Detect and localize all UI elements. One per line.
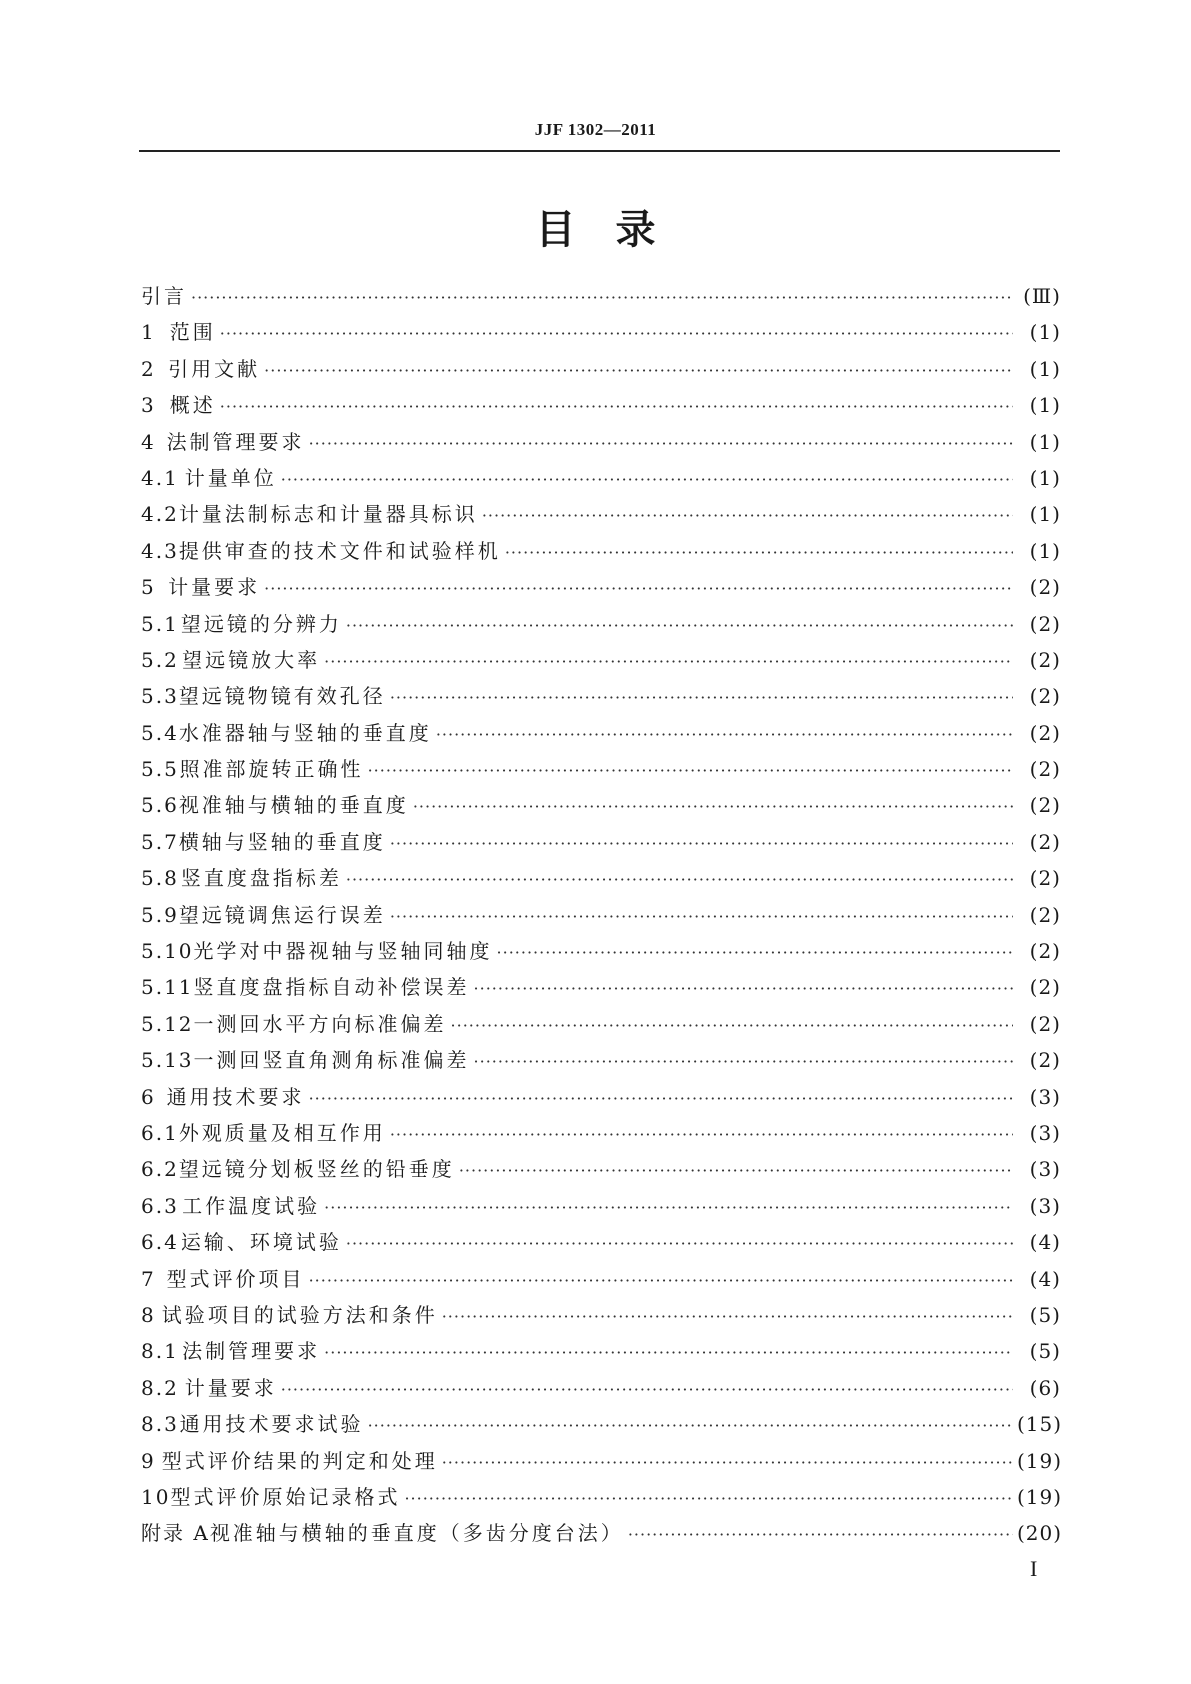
toc-entry-page: (1) — [1029, 356, 1061, 381]
toc-entry-page: (15) — [1017, 1412, 1063, 1437]
toc-leader-dots — [390, 899, 1013, 935]
toc-leader-dots — [442, 1299, 1013, 1335]
toc-entry-number: 4.1 — [141, 465, 179, 490]
toc-leader-dots — [309, 1263, 1013, 1299]
toc-entry-number: 1 — [141, 320, 156, 345]
toc-entry-page: (1) — [1029, 320, 1061, 345]
toc-entry-title: 型式评价项目 — [166, 1266, 305, 1291]
toc-entry-page: (3) — [1029, 1084, 1061, 1109]
toc-entry-title: 一测回竖直角测角标准偏差 — [193, 1048, 470, 1073]
toc-entry-number: 4.2 — [141, 502, 179, 527]
toc-entry-number: 6.4 — [141, 1230, 179, 1255]
toc-entry-title: 引言 — [141, 284, 187, 308]
toc-entry-page: (2) — [1029, 647, 1061, 672]
toc-entry-title: 计量要求 — [168, 575, 261, 600]
toc-entry-number: 9 — [141, 1448, 156, 1473]
toc-entry[interactable] — [141, 678, 1061, 714]
toc-entry[interactable] — [141, 606, 1061, 642]
toc-entry-page: (20) — [1017, 1521, 1063, 1546]
toc-entry-page: (1) — [1029, 538, 1061, 563]
toc-entry[interactable] — [141, 424, 1061, 460]
toc-entry[interactable] — [141, 787, 1061, 823]
toc-entry-title: 试验项目的试验方法和条件 — [161, 1302, 438, 1327]
toc-entry-page: (5) — [1029, 1302, 1061, 1327]
toc-entry[interactable] — [141, 897, 1061, 933]
toc-entry-number: 5.6 — [141, 793, 179, 818]
toc-entry[interactable] — [141, 1079, 1061, 1115]
toc-entry-number: 5.9 — [141, 902, 179, 927]
toc-entry[interactable] — [141, 1006, 1061, 1042]
toc-entry-page: (2) — [1029, 902, 1061, 927]
toc-entry-number: 8.1 — [141, 1339, 179, 1364]
toc-leader-dots — [281, 462, 1013, 498]
toc-entry-number: 7 — [141, 1266, 156, 1291]
toc-entry-page: (1) — [1029, 502, 1061, 527]
toc-entry-title: 望远镜调焦运行误差 — [178, 902, 386, 927]
toc-entry-title: 望远镜放大率 — [182, 647, 321, 672]
toc-entry-number: 6 — [141, 1084, 156, 1109]
toc-entry-page: (2) — [1029, 939, 1061, 964]
toc-entry-title: 引用文献 — [168, 356, 261, 381]
toc-entry-page: (4) — [1029, 1266, 1061, 1291]
toc-entry[interactable] — [141, 715, 1061, 751]
toc-entry-page: (3) — [1029, 1157, 1061, 1182]
toc-entry-page: (5) — [1029, 1339, 1061, 1364]
toc-entry-title: 计量单位 — [184, 465, 277, 490]
toc-leader-dots — [309, 426, 1013, 462]
toc-entry-title: 概述 — [169, 393, 216, 418]
toc-entry[interactable] — [141, 569, 1061, 605]
toc-entry-title: 法制管理要求 — [166, 429, 305, 454]
toc-entry-number: 4.3 — [141, 538, 179, 563]
toc-entry-page: (2) — [1029, 720, 1061, 745]
toc-entry[interactable] — [141, 751, 1061, 787]
toc-entry-title: 型式评价结果的判定和处理 — [161, 1448, 438, 1473]
toc-entry-number: 5.12 — [141, 1011, 194, 1036]
toc-entry-number: 5.10 — [141, 939, 194, 964]
toc-entry-page: (2) — [1029, 1048, 1061, 1073]
toc-entry-number: 5 — [141, 575, 156, 600]
toc-entry-title: 视准轴与横轴的垂直度 — [178, 793, 409, 818]
toc-entry[interactable] — [141, 533, 1061, 569]
toc-leader-dots — [474, 971, 1013, 1007]
toc-entry-title: 外观质量及相互作用 — [178, 1120, 386, 1145]
toc-entry-page: (19) — [1017, 1484, 1063, 1509]
toc-entry[interactable] — [141, 278, 1061, 314]
table-of-contents — [141, 278, 1061, 1552]
toc-entry[interactable] — [141, 1261, 1061, 1297]
toc-entry-page: (2) — [1029, 575, 1061, 600]
toc-entry-page: (2) — [1029, 611, 1061, 636]
toc-entry[interactable] — [141, 460, 1061, 496]
toc-entry-page: (2) — [1029, 757, 1061, 782]
toc-entry-page: (3) — [1029, 1193, 1061, 1218]
toc-entry-title: 计量要求 — [184, 1375, 277, 1400]
toc-leader-dots — [324, 1190, 1013, 1226]
toc-entry-number: 5.7 — [141, 829, 179, 854]
toc-entry-title: 光学对中器视轴与竖轴同轴度 — [193, 939, 493, 964]
toc-entry-number: 5.8 — [141, 866, 179, 891]
toc-entry-title: 范围 — [169, 320, 216, 345]
toc-entry-title: 竖直度盘指标自动补偿误差 — [193, 975, 470, 1000]
page-title: 目 录 — [535, 207, 656, 253]
toc-leader-dots — [459, 1153, 1013, 1189]
toc-entry-number: 5.2 — [141, 647, 179, 672]
toc-leader-dots — [281, 1372, 1013, 1408]
toc-entry-page: (1) — [1029, 393, 1061, 418]
toc-entry[interactable] — [141, 1406, 1061, 1442]
document-code-header: JJF 1302—2011 — [534, 120, 657, 139]
toc-entry-title: 望远镜分划板竖丝的铅垂度 — [178, 1157, 455, 1182]
toc-leader-dots — [390, 680, 1013, 716]
toc-leader-dots — [390, 826, 1013, 862]
toc-leader-dots — [404, 1481, 1013, 1517]
toc-entry[interactable] — [141, 1151, 1061, 1187]
toc-leader-dots — [497, 935, 1013, 971]
toc-entry[interactable] — [141, 1333, 1061, 1369]
toc-entry-number: 10 — [141, 1484, 171, 1509]
toc-entry-title: 水准器轴与竖轴的垂直度 — [178, 720, 432, 745]
toc-leader-dots — [264, 571, 1013, 607]
toc-entry-number: 6.3 — [141, 1193, 179, 1218]
toc-entry-page: (4) — [1029, 1230, 1061, 1255]
toc-entry-title: 计量法制标志和计量器具标识 — [178, 502, 478, 527]
toc-entry[interactable] — [141, 314, 1061, 350]
toc-entry-page: (Ⅲ) — [1023, 284, 1061, 308]
toc-entry-number: 8 — [141, 1302, 156, 1327]
toc-leader-dots — [324, 644, 1013, 680]
toc-entry-number: 5.13 — [141, 1048, 194, 1073]
toc-leader-dots — [436, 717, 1013, 753]
toc-entry[interactable] — [141, 824, 1061, 860]
toc-entry-title: 视准轴与横轴的垂直度（多齿分度台法） — [209, 1521, 624, 1546]
toc-entry[interactable] — [141, 642, 1061, 678]
toc-entry-number: 4 — [141, 429, 156, 454]
toc-entry[interactable] — [141, 1479, 1061, 1515]
toc-leader-dots — [324, 1335, 1013, 1371]
toc-leader-dots — [220, 316, 1013, 352]
toc-entry-page: (19) — [1017, 1448, 1063, 1473]
toc-entry-number: 2 — [141, 356, 156, 381]
toc-entry[interactable] — [141, 933, 1061, 969]
toc-entry[interactable] — [141, 969, 1061, 1005]
toc-entry-title: 提供审查的技术文件和试验样机 — [178, 538, 501, 563]
toc-leader-dots — [451, 1008, 1013, 1044]
toc-entry-number: 5.11 — [141, 975, 194, 1000]
toc-leader-dots — [390, 1117, 1013, 1153]
toc-entry[interactable] — [141, 1297, 1061, 1333]
toc-entry-number: 附录 A — [141, 1521, 210, 1546]
toc-leader-dots — [309, 1081, 1013, 1117]
toc-entry[interactable] — [141, 1115, 1061, 1151]
toc-leader-dots — [368, 1408, 1013, 1444]
toc-entry-page: (2) — [1029, 793, 1061, 818]
toc-entry[interactable] — [141, 1042, 1061, 1078]
toc-entry-page: (2) — [1029, 866, 1061, 891]
toc-entry-title: 型式评价原始记录格式 — [170, 1484, 401, 1509]
toc-entry-number: 6.2 — [141, 1157, 179, 1182]
toc-leader-dots — [482, 498, 1013, 534]
toc-entry-number: 8.3 — [141, 1412, 179, 1437]
toc-entry[interactable] — [141, 351, 1061, 387]
toc-leader-dots — [220, 389, 1013, 425]
toc-entry-title: 工作温度试验 — [182, 1193, 321, 1218]
toc-entry[interactable] — [141, 496, 1061, 532]
toc-entry-page: (2) — [1029, 1011, 1061, 1036]
toc-leader-dots — [264, 353, 1013, 389]
toc-entry[interactable] — [141, 1224, 1061, 1260]
toc-leader-dots — [346, 608, 1013, 644]
header-rule — [139, 150, 1060, 152]
toc-entry[interactable] — [141, 387, 1061, 423]
toc-entry-number: 5.5 — [141, 757, 179, 782]
toc-leader-dots — [413, 789, 1013, 825]
toc-entry-title: 法制管理要求 — [182, 1339, 321, 1364]
toc-entry-title: 一测回水平方向标准偏差 — [193, 1011, 447, 1036]
toc-leader-dots — [346, 862, 1013, 898]
toc-entry[interactable] — [141, 1515, 1061, 1551]
toc-entry-number: 5.1 — [141, 611, 179, 636]
toc-entry-page: (6) — [1029, 1375, 1061, 1400]
toc-leader-dots — [368, 753, 1013, 789]
toc-entry[interactable] — [141, 1443, 1061, 1479]
toc-entry-number: 6.1 — [141, 1120, 179, 1145]
toc-entry-number: 3 — [141, 393, 156, 418]
toc-entry-title: 横轴与竖轴的垂直度 — [178, 829, 386, 854]
toc-entry-title: 竖直度盘指标差 — [180, 866, 342, 891]
toc-entry-number: 5.4 — [141, 720, 179, 745]
toc-leader-dots — [474, 1044, 1013, 1080]
toc-entry-page: (2) — [1029, 975, 1061, 1000]
toc-entry-title: 通用技术要求试验 — [179, 1412, 364, 1437]
toc-entry-number: 5.3 — [141, 684, 179, 709]
toc-entry[interactable] — [141, 860, 1061, 896]
toc-leader-dots — [505, 535, 1013, 571]
toc-entry-title: 望远镜的分辨力 — [180, 611, 342, 636]
toc-leader-dots — [628, 1517, 1013, 1553]
toc-entry[interactable] — [141, 1370, 1061, 1406]
toc-leader-dots — [191, 280, 1013, 316]
toc-entry-page: (2) — [1029, 684, 1061, 709]
toc-entry-title: 照准部旋转正确性 — [179, 757, 364, 782]
toc-entry-page: (1) — [1029, 429, 1061, 454]
toc-entry-number: 8.2 — [141, 1375, 179, 1400]
toc-entry-page: (3) — [1029, 1120, 1061, 1145]
toc-entry-title: 望远镜物镜有效孔径 — [178, 684, 386, 709]
toc-entry-page: (2) — [1029, 829, 1061, 854]
toc-entry-title: 运输、环境试验 — [180, 1230, 342, 1255]
toc-entry-page: (1) — [1029, 465, 1061, 490]
toc-entry-title: 通用技术要求 — [166, 1084, 305, 1109]
toc-entry[interactable] — [141, 1188, 1061, 1224]
toc-leader-dots — [442, 1445, 1013, 1481]
page-number: I — [1030, 1556, 1038, 1581]
toc-leader-dots — [346, 1226, 1013, 1262]
